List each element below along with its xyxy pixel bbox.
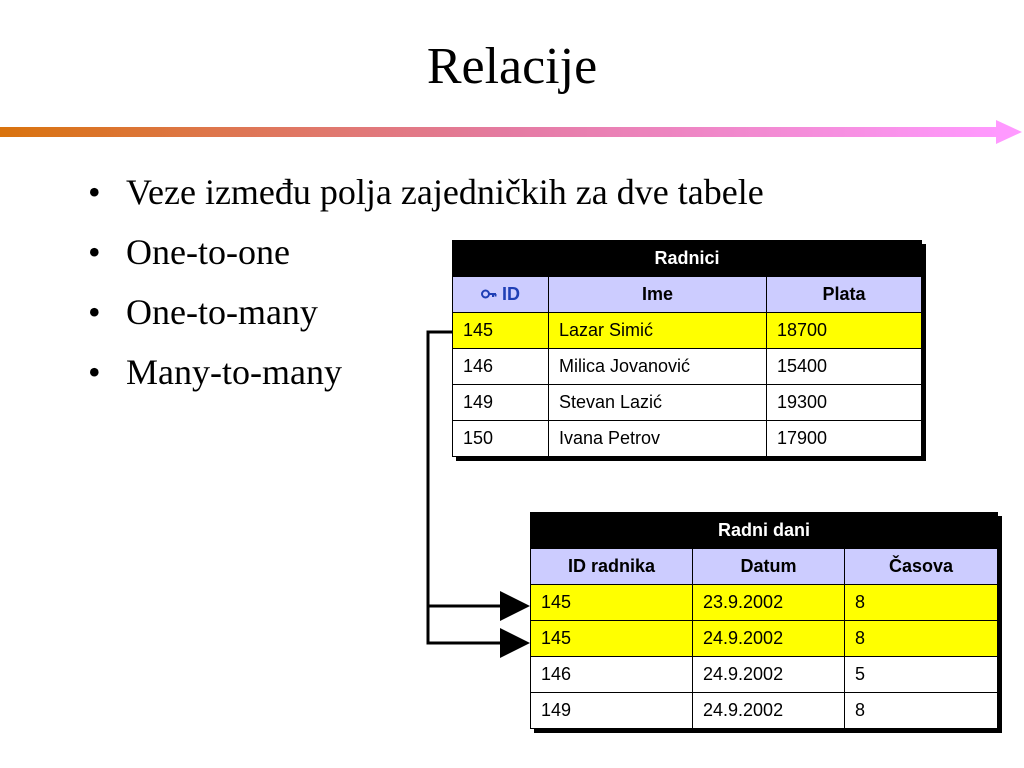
key-icon — [481, 287, 497, 301]
connector-to-row-2 — [428, 606, 527, 643]
column-header-casova: Časova — [845, 549, 998, 585]
column-header-id-radnika: ID radnika — [531, 549, 693, 585]
column-header-label: ID — [502, 284, 520, 304]
cell-id: 145 — [531, 585, 693, 621]
radni-dani-table — [530, 512, 998, 729]
table-row — [531, 585, 998, 621]
bullet-dot: • — [88, 232, 101, 272]
cell-casova: 8 — [845, 621, 998, 657]
cell-datum: 24.9.2002 — [693, 693, 845, 729]
column-header-datum: Datum — [693, 549, 845, 585]
table-row — [531, 657, 998, 693]
table-caption: Radni dani — [531, 513, 998, 549]
cell-datum: 24.9.2002 — [693, 621, 845, 657]
cell-id: 150 — [453, 421, 549, 457]
table-row — [531, 693, 998, 729]
bullet-dot: • — [88, 352, 101, 392]
cell-id: 146 — [453, 349, 549, 385]
cell-ime: Lazar Simić — [549, 313, 767, 349]
cell-id: 145 — [531, 621, 693, 657]
table-row — [453, 421, 922, 457]
cell-plata: 17900 — [767, 421, 922, 457]
bullet-text: Veze između polja zajedničkih za dve tabele — [126, 172, 764, 212]
radnici-table — [452, 240, 922, 457]
cell-casova: 8 — [845, 693, 998, 729]
column-header-plata: Plata — [767, 277, 922, 313]
cell-ime: Ivana Petrov — [549, 421, 767, 457]
bullet-text: Many-to-many — [126, 352, 342, 392]
cell-ime: Stevan Lazić — [549, 385, 767, 421]
cell-id: 145 — [453, 313, 549, 349]
slide-title: Relacije — [426, 38, 598, 95]
cell-ime: Milica Jovanović — [549, 349, 767, 385]
table-caption: Radnici — [453, 241, 922, 277]
bullet-dot: • — [88, 172, 101, 212]
table-row — [453, 385, 922, 421]
table-row — [531, 621, 998, 657]
cell-plata: 18700 — [767, 313, 922, 349]
cell-id: 149 — [531, 693, 693, 729]
cell-id: 146 — [531, 657, 693, 693]
bullet-text: One-to-one — [126, 232, 290, 272]
cell-casova: 5 — [845, 657, 998, 693]
table-row — [453, 349, 922, 385]
cell-casova: 8 — [845, 585, 998, 621]
bullet-dot: • — [88, 292, 101, 332]
bullet-item — [88, 166, 866, 218]
cell-datum: 23.9.2002 — [693, 585, 845, 621]
title-divider — [0, 119, 1024, 145]
cell-datum: 24.9.2002 — [693, 657, 845, 693]
bullet-text: One-to-many — [126, 292, 318, 332]
column-header-id — [453, 277, 549, 313]
column-header-ime: Ime — [549, 277, 767, 313]
cell-plata: 15400 — [767, 349, 922, 385]
cell-id: 149 — [453, 385, 549, 421]
table-row — [453, 313, 922, 349]
cell-plata: 19300 — [767, 385, 922, 421]
